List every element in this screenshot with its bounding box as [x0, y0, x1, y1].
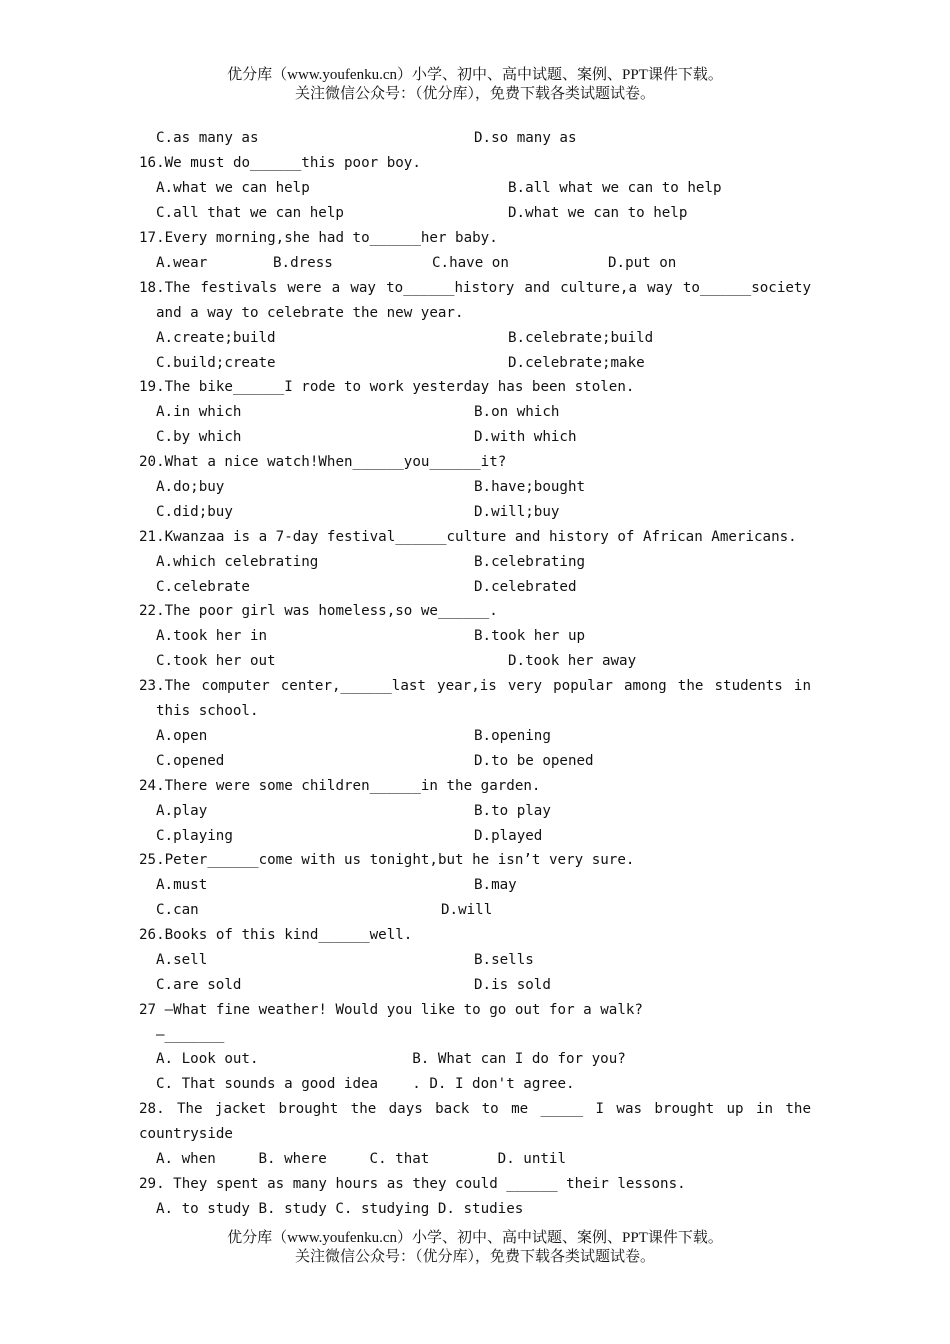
q21-option-d: D.celebrated	[474, 579, 577, 595]
q26-option-d: D.is sold	[474, 977, 551, 993]
q23-option-a: A.open	[156, 728, 208, 744]
q20-option-a: A.do;buy	[156, 479, 225, 495]
q17-option-b: B.dress	[273, 255, 333, 271]
footer-line-1: 优分库（www.youfenku.cn）小学、初中、高中试题、案例、PPT课件下载。	[227, 1230, 723, 1246]
q25-option-d: D.will	[441, 902, 493, 918]
q21-option-b: B.celebrating	[474, 554, 586, 570]
q29-stem: 29. They spent as many hours as they could ______ their lessons.	[139, 1176, 686, 1192]
q23-stem-line-1: 23.The computer center,______last year,is very popular among the students in	[139, 678, 811, 694]
q18-option-c: C.build;create	[156, 355, 276, 371]
q28-stem-line-1: 28. The jacket brought the days back to me _____ I was brought up in the	[139, 1101, 811, 1117]
q27-options-ab: A. Look out. B. What can I do for you?	[156, 1051, 626, 1067]
q20-option-d: D.will;buy	[474, 504, 560, 520]
q19-option-d: D.with which	[474, 429, 577, 445]
q26-option-b: B.sells	[474, 952, 534, 968]
q25-option-c: C.can	[156, 902, 199, 918]
header-line-2: 关注微信公众号：（优分库），免费下载各类试题试卷。	[294, 86, 655, 102]
q16-option-b: B.all what we can to help	[508, 180, 722, 196]
q21-option-a: A.which celebrating	[156, 554, 319, 570]
q18-stem-line-2: and a way to celebrate the new year.	[156, 305, 464, 321]
q16-option-a: A.what we can help	[156, 180, 310, 196]
q20-stem: 20.What a nice watch!When______you______it?	[139, 454, 507, 470]
q25-stem: 25.Peter______come with us tonight,but he isn’t very sure.	[139, 852, 635, 868]
q24-option-b: B.to play	[474, 803, 551, 819]
q22-option-b: B.took her up	[474, 628, 586, 644]
q21-stem: 21.Kwanzaa is a 7-day festival______culture and history of African Americans.	[139, 529, 797, 545]
q24-option-c: C.playing	[156, 828, 233, 844]
q24-stem: 24.There were some children______in the garden.	[139, 778, 541, 794]
q16-option-c: C.all that we can help	[156, 205, 344, 221]
q18-option-d: D.celebrate;make	[508, 355, 645, 371]
q24-option-a: A.play	[156, 803, 208, 819]
q27-options-cd: C. That sounds a good idea . D. I don't agree.	[156, 1076, 575, 1092]
q26-option-a: A.sell	[156, 952, 208, 968]
q24-option-d: D.played	[474, 828, 543, 844]
q17-option-a: A.wear	[156, 255, 208, 271]
q18-option-a: A.create;build	[156, 330, 276, 346]
q15-option-d: D.so many as	[474, 130, 577, 146]
q26-stem: 26.Books of this kind______well.	[139, 927, 413, 943]
footer-line-2: 关注微信公众号：（优分库），免费下载各类试题试卷。	[294, 1249, 655, 1265]
q23-option-b: B.opening	[474, 728, 551, 744]
q16-stem: 16.We must do______this poor boy.	[139, 155, 421, 171]
q23-stem-line-2: this school.	[156, 703, 259, 719]
q19-option-b: B.on which	[474, 404, 560, 420]
q20-option-b: B.have;bought	[474, 479, 586, 495]
q20-option-c: C.did;buy	[156, 504, 233, 520]
q28-options: A. when B. where C. that D. until	[156, 1151, 566, 1167]
q17-option-c: C.have on	[432, 255, 509, 271]
q22-stem: 22.The poor girl was homeless,so we______.	[139, 603, 498, 619]
q29-options: A. to study B. study C. studying D. studies	[156, 1201, 524, 1217]
q19-option-a: A.in which	[156, 404, 242, 420]
q26-option-c: C.are sold	[156, 977, 242, 993]
q19-option-c: C.by which	[156, 429, 242, 445]
q16-option-d: D.what we can to help	[508, 205, 688, 221]
header-line-1: 优分库（www.youfenku.cn）小学、初中、高中试题、案例、PPT课件下载。	[227, 67, 723, 83]
q18-option-b: B.celebrate;build	[508, 330, 654, 346]
q27-stem: 27 —What fine weather! Would you like to go out for a walk?	[139, 1002, 643, 1018]
q21-option-c: C.celebrate	[156, 579, 250, 595]
q17-stem: 17.Every morning,she had to______her baby.	[139, 230, 498, 246]
q22-option-a: A.took her in	[156, 628, 268, 644]
q18-stem-line-1: 18.The festivals were a way to______history and culture,a way to______society	[139, 280, 811, 296]
q23-option-c: C.opened	[156, 753, 225, 769]
q25-option-b: B.may	[474, 877, 517, 893]
q23-option-d: D.to be opened	[474, 753, 594, 769]
q28-stem-line-2: countryside	[139, 1126, 233, 1142]
q19-stem: 19.The bike______I rode to work yesterday has been stolen.	[139, 379, 635, 395]
q27-reply-blank: —_______	[156, 1027, 225, 1043]
q15-option-c: C.as many as	[156, 130, 259, 146]
q22-option-c: C.took her out	[156, 653, 276, 669]
q25-option-a: A.must	[156, 877, 208, 893]
q17-option-d: D.put on	[608, 255, 677, 271]
q22-option-d: D.took her away	[508, 653, 637, 669]
